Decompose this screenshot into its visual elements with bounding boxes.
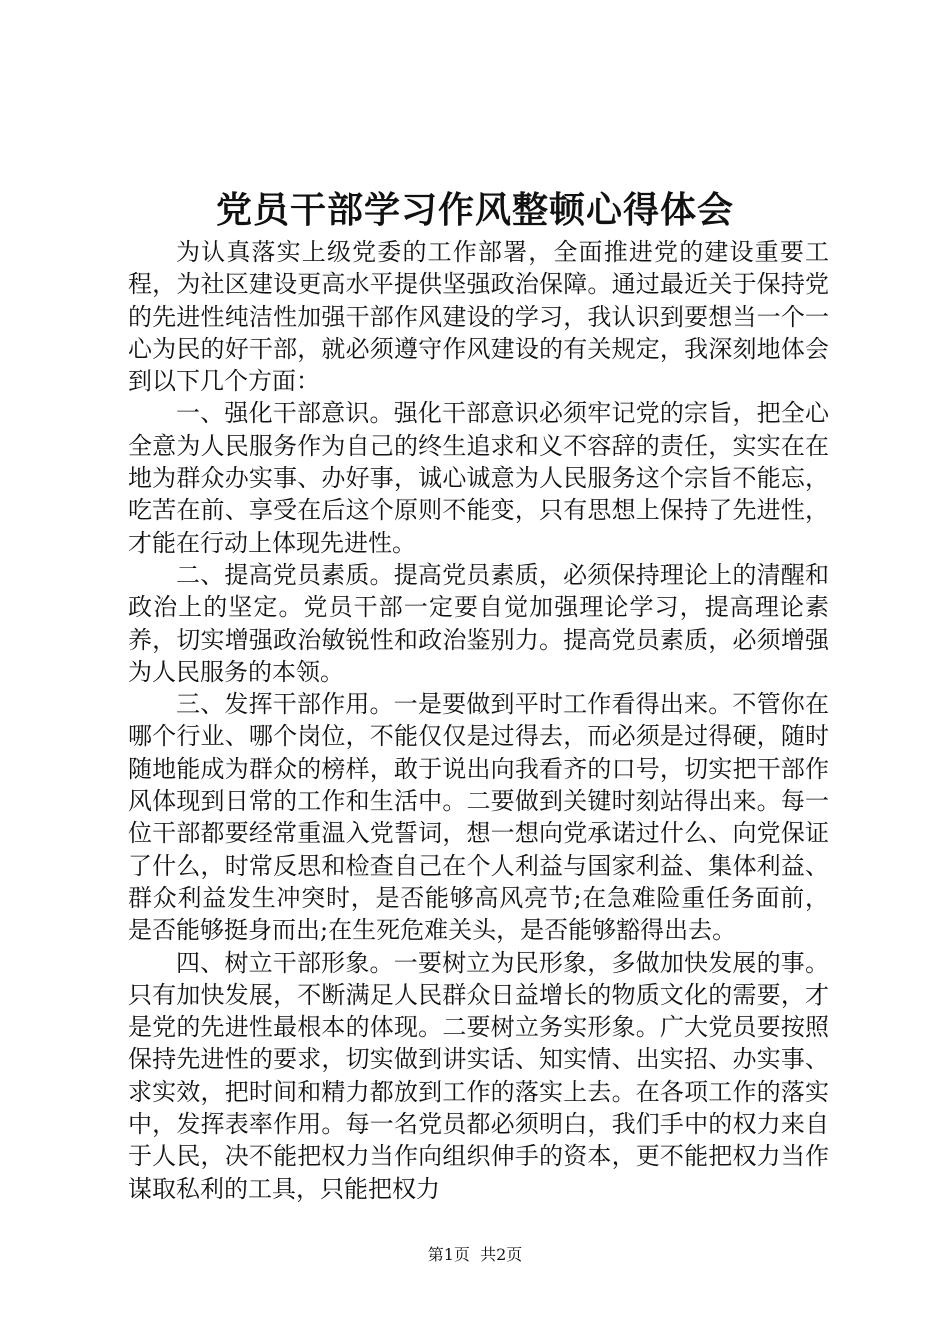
footer-spacer [470, 1245, 480, 1264]
page-number-current: 第1页 [427, 1245, 470, 1264]
document-title: 党员干部学习作风整顿心得体会 [215, 189, 734, 231]
page-number-total: 共2页 [480, 1245, 523, 1264]
paragraph-section-3: 三、发挥干部作用。一是要做到平时工作看得出来。不管你在哪个行业、哪个岗位，不能仅仅是过得去，而必须是过得硬，随时随地能成为群众的榜样，敢于说出向我看齐的口号，切实把干部作风体现到日常的工作和生活中。二要做到关键时刻站得出来。每一位干部都要经常重温入党誓词，想一想向党承诺过什么、向党保证了什么，时常反思和检查自己在个人利益与国家利益、集体利益、群众利益发生冲突时，是否能够高风亮节;在急难险重任务面前，是否能够挺身而出;在生死危难关头，是否能够豁得出去。 [128, 690, 829, 945]
paragraph-section-1: 一、强化干部意识。强化干部意识必须牢记党的宗旨，把全心全意为人民服务作为自己的终生追求和义不容辞的责任，实实在在地为群众办实事、办好事，诚心诚意为人民服务这个宗旨不能忘，吃苦在前、享受在后这个原则不能变，只有思想上保持了先进性，才能在行动上体现先进性。 [128, 399, 829, 557]
paragraph-section-4: 四、树立干部形象。一要树立为民形象，多做加快发展的事。只有加快发展，不断满足人民群众日益增长的物质文化的需要，才是党的先进性最根本的体现。二要树立务实形象。广大党员要按照保持先进性的要求，切实做到讲实话、知实情、出实招、办实事、求实效，把时间和精力都放到工作的落实上去。在各项工作的落实中，发挥表率作用。每一名党员都必须明白，我们手中的权力来自于人民，决不能把权力当作向组织伸手的资本，更不能把权力当作谋取私利的工具，只能把权力 [128, 948, 829, 1203]
page-footer [0, 1244, 950, 1266]
document-body [128, 236, 829, 1205]
paragraph-intro: 为认真落实上级党委的工作部署，全面推进党的建设重要工程，为社区建设更高水平提供坚强政治保障。通过最近关于保持党的先进性纯洁性加强干部作风建设的学习，我认识到要想当一个一心为民的好干部，就必须遵守作风建设的有关规定，我深刻地体会到以下几个方面： [128, 238, 829, 396]
paragraph-section-2: 二、提高党员素质。提高党员素质，必须保持理论上的清醒和政治上的坚定。党员干部一定要自觉加强理论学习，提高理论素养，切实增强政治敏锐性和政治鉴别力。提高党员素质，必须增强为人民服务的本领。 [128, 560, 829, 686]
